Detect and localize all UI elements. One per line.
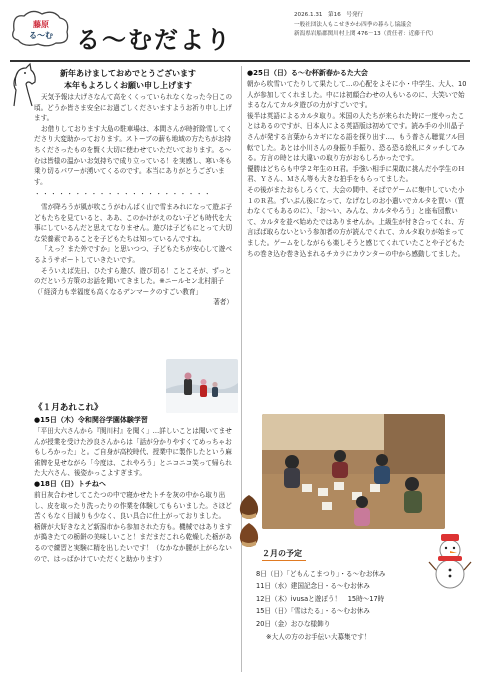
greeting-line-2: 本年もよろしくお願い申し上げます — [64, 81, 192, 90]
issue-info — [294, 11, 474, 40]
event-25-body: 朝から吹雪いてたりして果たして…の心配をよそに小・中学生、大人、10人が参加してくれました。中には初顔合わせの人もいるのに、大笑いで始まるなんてカルタ遊びの力がすごいです。 — [247, 80, 467, 110]
schedule-item: 20日（金）おひな様飾り — [256, 619, 331, 628]
column-divider — [241, 66, 242, 672]
logo-icon — [10, 8, 72, 48]
header-divider — [10, 60, 470, 62]
event-25-title: ●25日（日）る～む杯新春かるた大会 — [247, 69, 368, 77]
schedule-item: 15日（日）「雪はたる」・る～むお休み — [256, 607, 370, 616]
karuta-photo — [262, 414, 445, 529]
right-column — [247, 68, 470, 259]
january-section — [34, 402, 234, 564]
paragraph-weather: 天気予報は大げさなんて高をくくっていられなくなった今日この頃。どうか皆さま安全にお過ごしくださいますようお祈り申し上げます。 — [34, 93, 233, 123]
event-25-body-4: その後がまたおもしろくて、大会の間中、そばでゲームに集中していた小１のＲ君。ずいぶん後になって、なげなしのお小遣いでカルタを買い（買わなくてもあるのに）、「お～い、みんな、カルタやろう」と座布団敷いて、カルタを並べ始めたではありませんか。上級生が付き合ってくれ、方言ばば取らないという参加者の方が読んでくれて、カルタ取りが始まってました。ゲームをしながらも楽しそうと感じてくれていたことや子どもたちの巻き込む巻き込まれるチカラにカウンターの中から感動してました。 — [247, 185, 465, 258]
left-column — [34, 68, 237, 308]
paragraph-parking: お借りしております大島の駐車場は、本間さんが時折除雪してくださり大変助かっております。ストーブの薪も地域の方たちがお持ちくださったものを賢く大切に使わせていただいております。る～むは皆様の温かいお気持ちで成り立っている！を実感し、寒い冬も乗り切るパワーが湧いてくるのです。本当にありがとうございます。 — [34, 124, 233, 186]
volunteer-note: ※大人の方のお手伝い大募集です！ — [266, 633, 371, 641]
event-15-title: ●15日（木）令和関谷学園体験学習 — [34, 416, 148, 424]
paragraph-lecture: そういえば先日、ひたすら遊び、遊び切る！ことこそが、ずっとのだという方策のお話を聞いてきました。※ニールセン北村朋子（「経済力も幸福度も高くなるデンマークのすごい教育」 — [34, 266, 232, 296]
chestnut-icon — [236, 491, 262, 551]
event-18-body: 前日灰合わせしてこたつの中で寝かせたトチを灰の中から取り出し、皮を取ったり洗ったりの作業を体験してもらいました。さほど苦くもなく目減りも少なく、良い具合に仕上がっておりました。 — [34, 490, 232, 521]
issue-line: 2026.1.31 第16 号発行 — [294, 12, 364, 18]
author-note: 著者） — [213, 298, 233, 307]
section-title-january: 《１月あれこれ》 — [34, 403, 103, 413]
schedule-item: 12日（木）ivusaと遊ぼう！ 15時～17時 — [256, 594, 385, 603]
dotted-divider: ・・・・・・・・・・・・・・・・・・・・・・ — [34, 190, 213, 199]
snow-photo — [166, 359, 238, 413]
event-15-body: 「平田大六さんから『関川村』を聞く」…詳しいことは聞いてませんが授業を受けた沙良さんからは「話が分かりやすくてめっちゃおもしろかった」と。ご自身が高校時代、授業中に製作したという麻雀牌を見せながら「今度は、これやろう」とニコニコ笑って帰られた大六さん、後姿かっこよすぎます。 — [34, 427, 232, 478]
event-25-body-3: 優勝はどちらも中学２年生のＨ君。手強い相手に果敢に挑んだ小学生のＨ君、Ｙさん、Ｍさん等も大きな拍手をもらってました。 — [247, 164, 465, 184]
event-25-body-2: 後半は英語によるカルタ取り。米国の人たちが来られた時に一度やったことはあるのですが、日本人による英語版は初めてです。読み手の小川晶子さんが発する言葉からカギになる語を探り出す…、もう普さん聴覚フル回転でした。あとは小川さんの身振り手振り、恐る恐る絵札にタッチしてみる。方言の時とは大違いの取り方がおもしろかったです。 — [247, 111, 465, 163]
paragraph-snow-play: 雪が降ろうが風が吹こうがわんぱく山で雪まみれになって遊ぶ子どもたちを見ていると、ああ、このかけがえのない子ども時代を大事にしているんだと思えてなりません。遊びは子どもにとって大切な栄養素であることを子どもたちは知っているんですね。 — [34, 202, 233, 243]
event-18-body-2: 栃餅が大好きなえど新潟市から参加された方も。機械ではありますが搗きたての栃餅の美味しいこと！まだまだこれら乾燥した栃があるので練習と実験に精を出したいです！（なかなか腰が上がらないので、はっぱかけていただくと助かります） — [34, 522, 232, 563]
publisher: 一般社団法人もこせきかわ四季の暮らし協議会 — [294, 21, 412, 28]
schedule-title: ２月の予定 — [262, 548, 306, 561]
greeting-line-1: 新年あけましておめでとうございます — [60, 69, 196, 78]
newsletter-title: る～むだより — [76, 26, 232, 54]
schedule-item: 11日（水）建国記念日・る～むお休み — [256, 582, 370, 591]
logo-text-top: 藤原 — [33, 20, 49, 29]
logo-text-bottom: る～む — [29, 31, 53, 40]
event-18-title: ●18日（日）トチねへ — [34, 479, 106, 488]
schedule-item: 8日（日）「どもんこまつり」・る～むお休み — [256, 570, 386, 578]
address: 新潟県岩船郡関川村上関 476－13（責任者：近藤千代） — [294, 31, 437, 38]
schedule-list — [256, 568, 471, 630]
paragraph-support: 「えっ？また外ですか」と思いつつ、子どもたちが安心して遊べるようサポートしていきたいです。 — [34, 245, 232, 264]
